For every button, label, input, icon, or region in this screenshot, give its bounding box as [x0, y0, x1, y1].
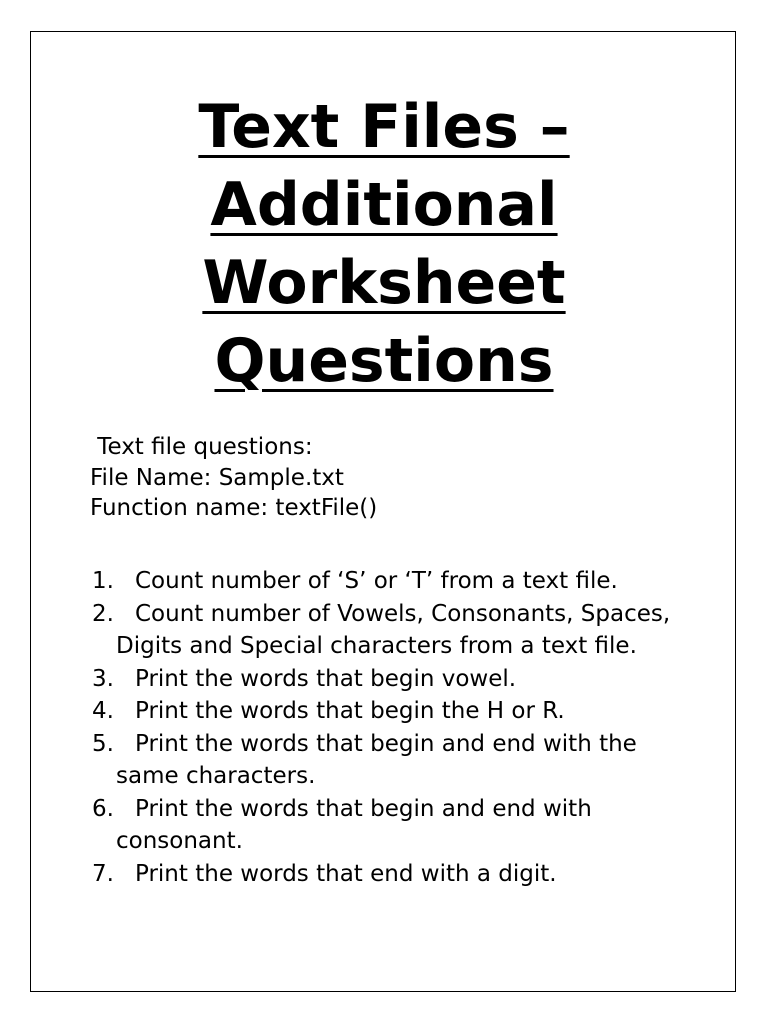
intro-heading: Text file questions:: [90, 434, 313, 460]
function-name-line: Function name: textFile(): [90, 495, 378, 521]
list-item: [92, 598, 692, 663]
list-item: [92, 695, 692, 728]
list-item: [92, 793, 692, 858]
question-text: Count number of Vowels, Consonants, Spaces, Digits and Special characters from a text file.: [116, 600, 671, 659]
question-list: [92, 565, 692, 890]
list-item: [92, 565, 692, 598]
question-number: 2.: [92, 600, 114, 627]
question-text: Print the words that end with a digit.: [135, 860, 557, 887]
list-item: [92, 728, 692, 793]
title-text: Worksheet: [202, 248, 566, 318]
title-line: [0, 244, 768, 322]
page-title: [0, 88, 768, 400]
title-line: [0, 322, 768, 400]
list-item: [92, 858, 692, 891]
question-text: Print the words that begin and end with consonant.: [116, 795, 592, 854]
question-number: 5.: [92, 730, 114, 757]
title-text: Text Files –: [198, 92, 570, 162]
question-number: 1.: [92, 568, 114, 594]
question-text: Print the words that begin and end with the same characters.: [116, 730, 637, 789]
list-item: [92, 663, 692, 696]
question-number: 4.: [92, 698, 114, 724]
question-number: 3.: [92, 665, 114, 692]
question-text: Print the words that begin the H or R.: [135, 698, 565, 724]
question-text: Print the words that begin vowel.: [135, 665, 517, 692]
intro-block: [90, 432, 377, 524]
title-text: Questions: [214, 326, 554, 396]
title-line: [0, 166, 768, 244]
question-text: Count number of ‘S’ or ‘T’ from a text file.: [135, 568, 618, 594]
file-name-line: File Name: Sample.txt: [90, 464, 344, 491]
title-text: Additional: [210, 170, 558, 240]
title-line: [0, 88, 768, 166]
question-number: 7.: [92, 860, 114, 887]
question-number: 6.: [92, 795, 114, 822]
